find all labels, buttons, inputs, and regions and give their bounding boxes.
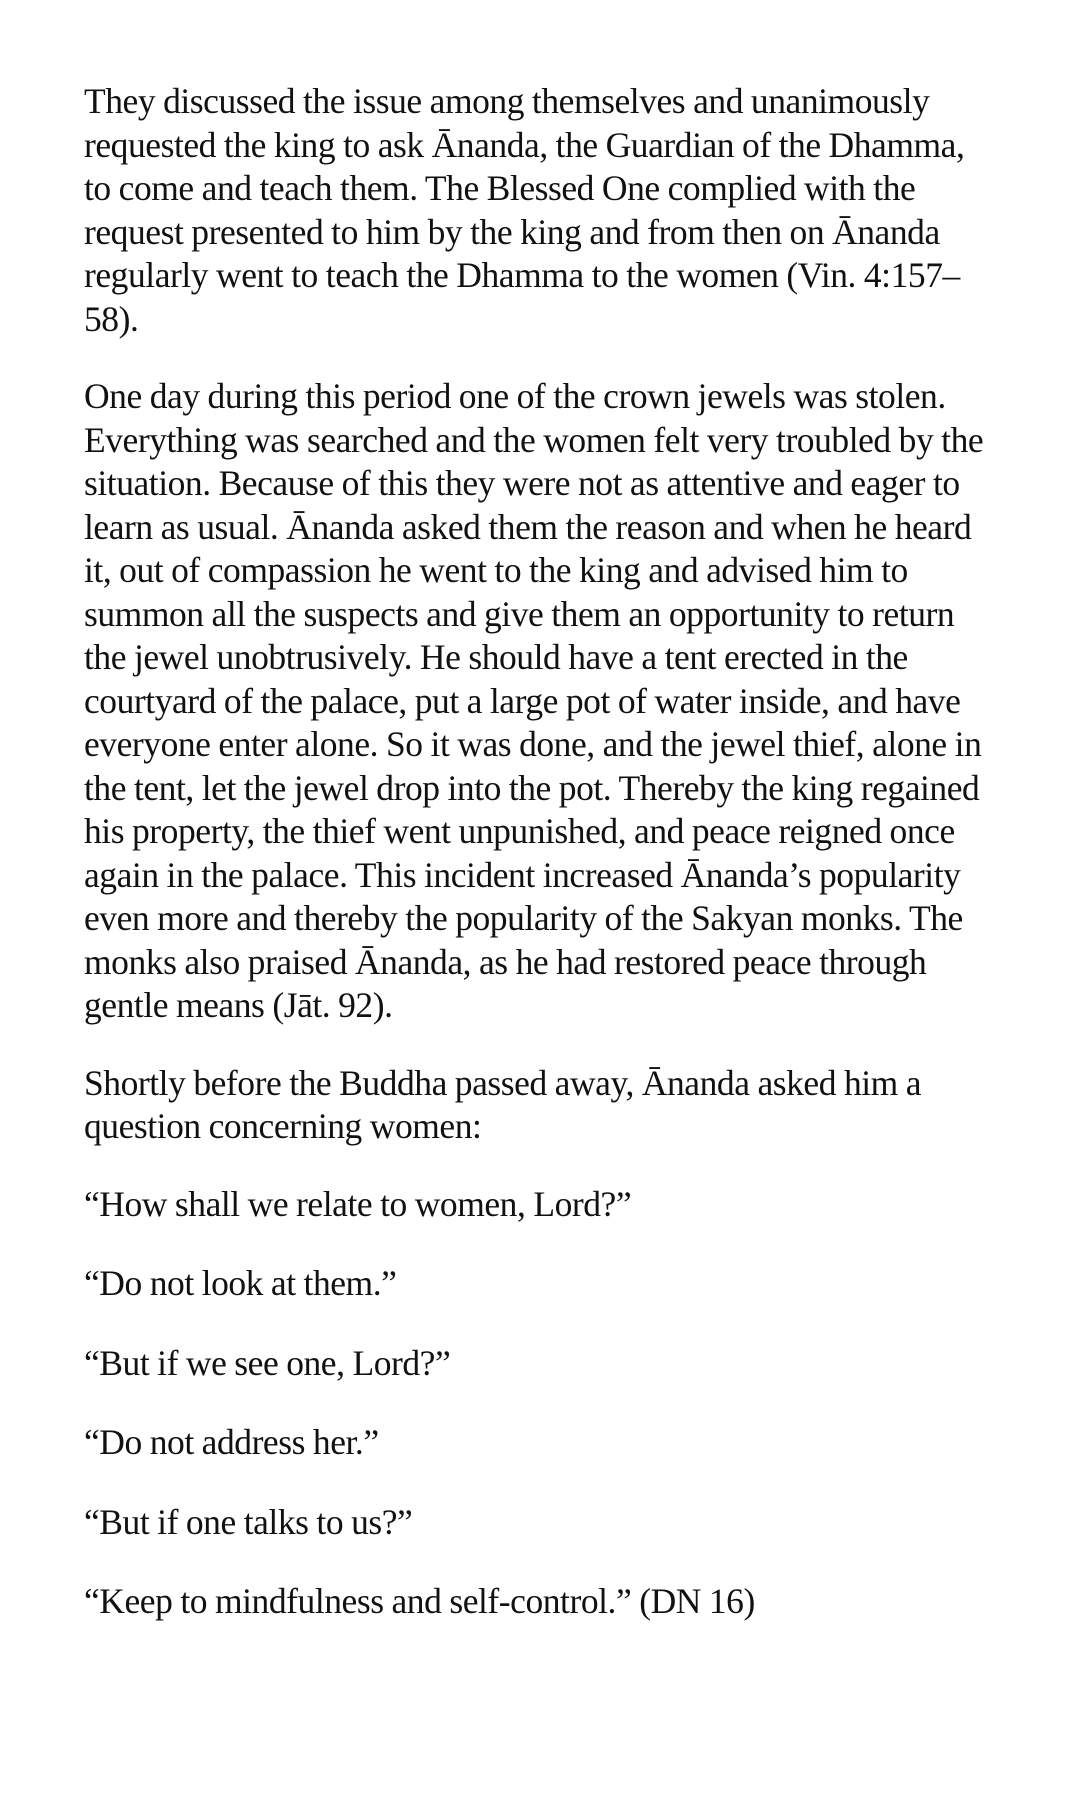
- dialogue-line: “Do not address her.”: [84, 1422, 379, 1462]
- dialogue-line: “How shall we relate to women, Lord?”: [84, 1183, 632, 1224]
- dialogue-line-citation: “Keep to mindfulness and self-control.” (DN 16): [84, 1581, 755, 1621]
- paragraph-question-about-women: Shortly before the Buddha passed away, Ānanda asked him a question concerning women:: [84, 1062, 922, 1146]
- document-page: [84, 80, 994, 1660]
- paragraph-ananda-teaches-women: They discussed the issue among themselves and unanimously requested the king to ask Ānanda, the Guardian of the Dhamma, to come and teach them. The Blessed One complied with the request presented to him by the king and from then on Ānanda regularly went to teach the Dhamma to the women (Vin. 4:157–58).: [84, 81, 965, 339]
- paragraph-crown-jewel-story: One day during this period one of the crown jewels was stolen. Everything was searched and the women felt very troubled by the situation. Because of this they were not as attentive and eager to learn as usual. Ānanda asked them the reason and when he heard it, out of compassion he went to the king and advised him to summon all the suspects and give them an opportunity to return the jewel unobtrusively. He should have a tent erected in the courtyard of the palace, put a large pot of water inside, and have everyone enter alone. So it was done, and the jewel thief, alone in the tent, let the jewel drop into the pot. Thereby the king regained his property, the thief went unpunished, and peace reigned once again in the palace. This incident increased Ānanda’s popularity even more and thereby the popularity of the Sakyan monks. The monks also praised Ānanda, as he had restored peace through gentle means (Jāt. 92).: [84, 376, 984, 1025]
- dialogue-line: “Do not look at them.”: [84, 1263, 397, 1303]
- dialogue-line: “But if one talks to us?”: [84, 1501, 413, 1542]
- dialogue-line: “But if we see one, Lord?”: [84, 1342, 451, 1383]
